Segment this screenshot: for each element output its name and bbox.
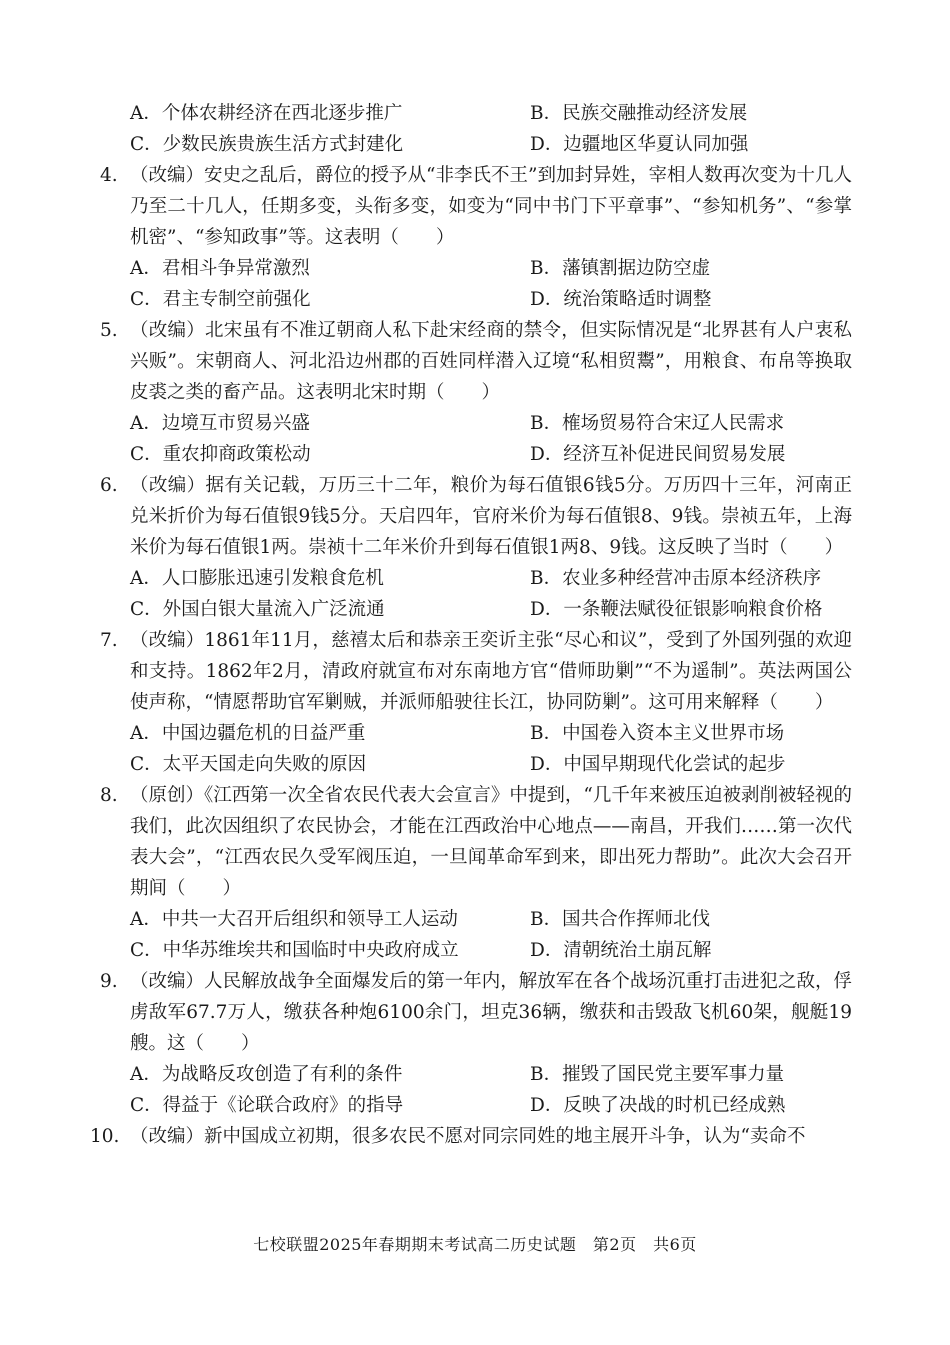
question-stem: （改编）新中国成立初期，很多农民不愿对同宗同姓的地主展开斗争，认为“卖命不 (130, 1126, 806, 1147)
q3-option-c: C．少数民族贵族生活方式封建化 (130, 134, 404, 155)
q4-option-a: A．君相斗争异常激烈 (130, 258, 310, 279)
page-content (90, 98, 852, 1152)
q9-option-d: D．反映了决战的时机已经成熟 (530, 1095, 786, 1116)
q5-option-d: D．经济互补促进民间贸易发展 (530, 444, 786, 465)
question-7 (100, 625, 852, 718)
q7-options-row-2 (100, 749, 852, 780)
q9-options-row-2 (100, 1090, 852, 1121)
question-number: 9. (100, 971, 118, 992)
q7-option-b: B．中国卷入资本主义世界市场 (530, 723, 785, 744)
question-8 (100, 780, 852, 904)
q9-option-a: A．为战略反攻创造了有利的条件 (130, 1064, 403, 1085)
question-stem: （改编）人民解放战争全面爆发后的第一年内，解放军在各个战场沉重打击进犯之敌，俘虏敌军67.7万人，缴获各种炮6100余门，坦克36辆，缴获和击毁敌飞机60架，舰艇19艘。这（ ） (130, 971, 852, 1054)
q3-option-d: D．边疆地区华夏认同加强 (530, 134, 749, 155)
q5-option-a: A．边境互市贸易兴盛 (130, 413, 310, 434)
q3-option-a: A．个体农耕经济在西北逐步推广 (130, 103, 403, 124)
question-number: 7. (100, 630, 118, 651)
question-6 (100, 470, 852, 563)
q5-options-row-2 (100, 439, 852, 470)
q6-options-row-1 (100, 563, 852, 594)
q8-option-d: D．清朝统治土崩瓦解 (530, 940, 712, 961)
q4-options-row-2 (100, 284, 852, 315)
q6-option-b: B．农业多种经营冲击原本经济秩序 (530, 568, 822, 589)
question-number: 6. (100, 475, 118, 496)
q3-options-row-1 (100, 98, 852, 129)
q3-options-row-2 (100, 129, 852, 160)
question-stem: （改编）北宋虽有不准辽朝商人私下赴宋经商的禁令，但实际情况是“北界甚有人户衷私兴贩”。宋朝商人、河北沿边州郡的百姓同样潜入辽境“私相贸鬻”，用粮食、布帛等换取皮裘之类的畜产品。这表明北宋时期（ ） (130, 320, 852, 403)
question-stem: （改编）1861年11月，慈禧太后和恭亲王奕䜣主张“尽心和议”，受到了外国列强的欢迎和支持。1862年2月，清政府就宣布对东南地方官“借师助剿”“不为遥制”。英法两国公使声称，“情愿帮助官军剿贼，并派师船驶往长江，协同防剿”。这可用来解释（ ） (130, 630, 852, 713)
q5-option-b: B．榷场贸易符合宋辽人民需求 (530, 413, 785, 434)
q9-option-b: B．摧毁了国民党主要军事力量 (530, 1064, 785, 1085)
question-stem: （改编）安史之乱后，爵位的授予从“非李氏不王”到加封异姓，宰相人数再次变为十几人乃至二十几人，任期多变，头衔多变，如变为“同中书门下平章事”、“参知机务”、“参掌机密”、“参知政事”等。这表明（ ） (130, 165, 852, 248)
q4-options-row-1 (100, 253, 852, 284)
q8-options-row-1 (100, 904, 852, 935)
q7-option-c: C．太平天国走向失败的原因 (130, 754, 367, 775)
q8-options-row-2 (100, 935, 852, 966)
q5-options-row-1 (100, 408, 852, 439)
page-footer: 七校联盟2025年春期期末考试高二历史试题 第2页 共6页 (253, 1235, 697, 1254)
question-9 (100, 966, 852, 1059)
q4-option-b: B．藩镇割据边防空虚 (530, 258, 711, 279)
q4-option-d: D．统治策略适时调整 (530, 289, 712, 310)
q5-option-c: C．重农抑商政策松动 (130, 444, 311, 465)
q4-option-c: C．君主专制空前强化 (130, 289, 311, 310)
question-4 (100, 160, 852, 253)
q8-option-a: A．中共一大召开后组织和领导工人运动 (130, 909, 458, 930)
q8-option-c: C．中华苏维埃共和国临时中央政府成立 (130, 940, 459, 961)
q9-options-row-1 (100, 1059, 852, 1090)
q6-option-c: C．外国白银大量流入广泛流通 (130, 599, 385, 620)
q9-option-c: C．得益于《论联合政府》的指导 (130, 1095, 404, 1116)
q6-options-row-2 (100, 594, 852, 625)
q8-option-b: B．国共合作挥师北伐 (530, 909, 711, 930)
q3-option-b: B．民族交融推动经济发展 (530, 103, 748, 124)
q7-option-d: D．中国早期现代化尝试的起步 (530, 754, 786, 775)
question-number: 4. (100, 165, 118, 186)
q6-option-a: A．人口膨胀迅速引发粮食危机 (130, 568, 384, 589)
q7-option-a: A．中国边疆危机的日益严重 (130, 723, 366, 744)
question-stem: （改编）据有关记载，万历三十二年，粮价为每石值银6钱5分。万历四十三年，河南正兑米折价为每石值银9钱5分。天启四年，官府米价为每石值银8、9钱。崇祯五年，上海米价为每石值银1两。崇祯十二年米价升到每石值银1两8、9钱。这反映了当时（ ） (130, 475, 852, 558)
question-number: 8. (100, 785, 118, 806)
question-10 (90, 1121, 852, 1152)
question-number: 5. (100, 320, 118, 341)
question-number: 10. (90, 1126, 120, 1147)
question-stem: （原创）《江西第一次全省农民代表大会宣言》中提到，“几千年来被压迫被剥削被轻视的我们，此次因组织了农民协会，才能在江西政治中心地点——南昌，开我们……第一次代表大会”，“江西农民久受军阀压迫，一旦闻革命军到来，即出死力帮助”。此次大会召开期间（ ） (130, 785, 852, 899)
q6-option-d: D．一条鞭法赋役征银影响粮食价格 (530, 599, 823, 620)
q7-options-row-1 (100, 718, 852, 749)
question-5 (100, 315, 852, 408)
